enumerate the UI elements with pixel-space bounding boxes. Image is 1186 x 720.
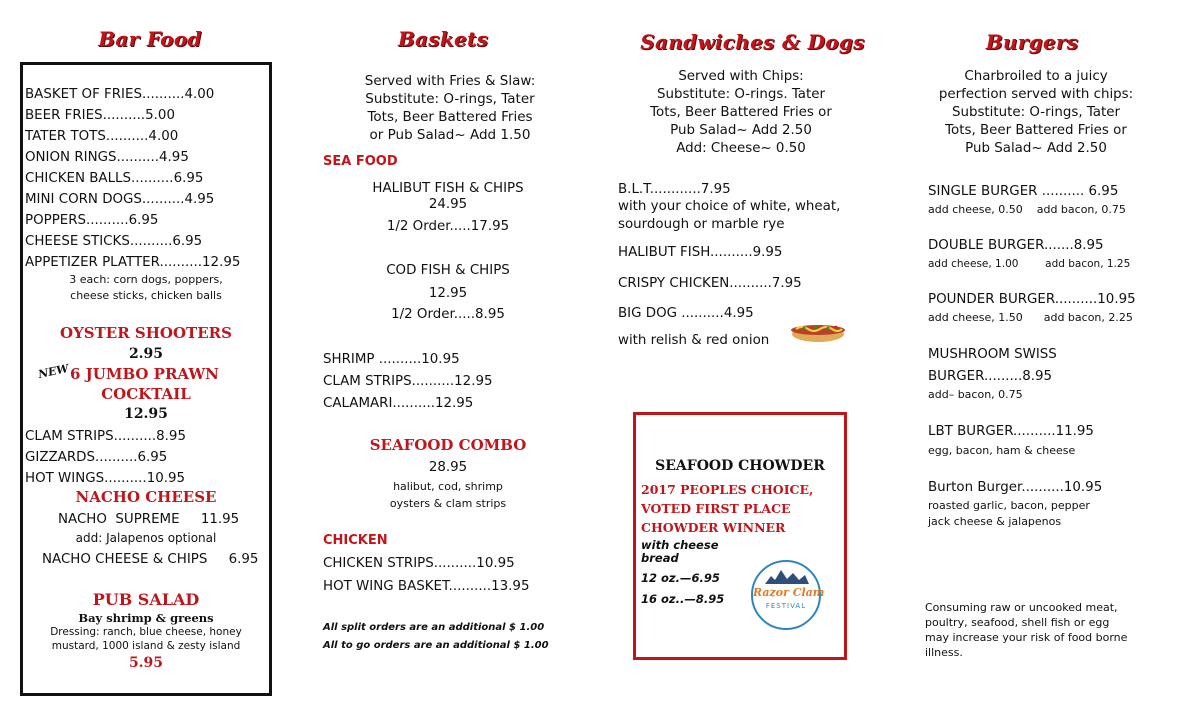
cod-half: 1/2 Order.....8.95 <box>391 307 505 322</box>
menu-item: CLAM STRIPS..........12.95 <box>323 374 493 389</box>
split-order-note: All split orders are an additional $ 1.00 <box>323 622 545 633</box>
intro-line: Pub Salad~ Add 2.50 <box>965 141 1107 156</box>
seafood-combo-title: SEAFOOD COMBO <box>369 436 527 454</box>
halibut-sandwich: HALIBUT FISH..........9.95 <box>618 245 783 260</box>
big-dog-desc: with relish & red onion <box>618 333 770 348</box>
new-badge: NEW <box>36 361 70 382</box>
menu-item: HOT WING BASKET..........13.95 <box>323 579 530 594</box>
oyster-price: 2.95 <box>128 346 164 362</box>
award-line: CHOWDER WINNER <box>641 520 786 535</box>
crispy-chicken: CRISPY CHICKEN..........7.95 <box>618 276 802 291</box>
mushroom-burger-2: BURGER.........8.95 <box>928 369 1053 384</box>
menu-item: ONION RINGS..........4.95 <box>25 150 189 165</box>
burton-burger: Burton Burger..........10.95 <box>928 480 1103 495</box>
chowder-award <box>641 480 813 537</box>
hotdog-icon <box>790 318 846 344</box>
chowder-title: SEAFOOD CHOWDER <box>655 458 825 474</box>
halibut-half: 1/2 Order.....17.95 <box>386 219 510 234</box>
nacho-supreme: NACHO SUPREME 11.95 <box>58 512 240 527</box>
blt-item: B.L.T............7.95 <box>618 182 731 197</box>
intro-line: Substitute: O-rings. Tater <box>656 87 826 102</box>
warning-line: illness. <box>925 646 963 659</box>
mushroom-burger-1: MUSHROOM SWISS <box>928 347 1057 362</box>
menu-item: MINI CORN DOGS..........4.95 <box>25 192 215 207</box>
warning-line: Consuming raw or uncooked meat, <box>925 601 1118 614</box>
bar-food-title: Bar Food <box>98 27 202 51</box>
combo-desc-1: halibut, cod, shrimp <box>393 480 503 493</box>
platter-note-1: 3 each: corn dogs, poppers, <box>69 273 223 286</box>
mushroom-burger-add: add– bacon, 0.75 <box>928 388 1023 401</box>
bar-food-list-2 <box>25 426 270 489</box>
intro-line: Served with Chips: <box>678 69 804 84</box>
with-line: bread <box>641 551 679 565</box>
chowder-with-bread <box>641 539 719 565</box>
double-burger: DOUBLE BURGER.......8.95 <box>928 238 1104 253</box>
prawn-title-2: COCKTAIL <box>101 385 191 403</box>
chowder-16oz: 16 oz..—8.95 <box>641 592 725 606</box>
menu-item: SHRIMP ..........10.95 <box>323 352 460 367</box>
burgers-intro <box>918 68 1154 158</box>
single-burger: SINGLE BURGER .......... 6.95 <box>928 184 1119 199</box>
burton-desc-2: jack cheese & jalapenos <box>928 515 1062 528</box>
combo-price: 28.95 <box>428 460 468 475</box>
halibut-item: HALIBUT FISH & CHIPS <box>372 181 524 196</box>
intro-line: Tots, Beer Battered Fries <box>367 109 533 125</box>
award-line: 2017 PEOPLES CHOICE, <box>641 482 814 497</box>
lbt-desc: egg, bacon, ham & cheese <box>928 444 1076 457</box>
chowder-12oz: 12 oz.—6.95 <box>641 571 720 585</box>
seafood-label: SEA FOOD <box>323 154 398 169</box>
menu-item: CHICKEN BALLS..........6.95 <box>25 171 204 186</box>
menu-item: TATER TOTS..........4.00 <box>25 129 179 144</box>
intro-line: perfection served with chips: <box>938 87 1134 102</box>
cod-price: 12.95 <box>428 286 468 301</box>
pub-salad-sub: Bay shrimp & greens <box>78 611 214 625</box>
pounder-burger: POUNDER BURGER..........10.95 <box>928 292 1136 307</box>
intro-line: Served with Fries & Slaw: <box>364 73 536 89</box>
menu-item: POPPERS..........6.95 <box>25 213 159 228</box>
double-burger-add: add cheese, 1.00 add bacon, 1.25 <box>928 258 1131 270</box>
razor-clam-festival-logo <box>751 560 825 630</box>
intro-line: or Pub Salad~ Add 1.50 <box>369 127 531 143</box>
warning-line: may increase your risk of food borne <box>925 631 1128 644</box>
nacho-title: NACHO CHEESE <box>75 488 217 506</box>
pub-salad-price: 5.95 <box>128 655 164 671</box>
baskets-title: Baskets <box>397 27 489 51</box>
single-burger-add: add cheese, 0.50 add bacon, 0.75 <box>928 203 1126 216</box>
pub-dressing-2: mustard, 1000 island & zesty island <box>51 640 241 652</box>
intro-line: Charbroiled to a juicy <box>964 69 1108 84</box>
intro-line: Substitute: O-rings, Tater <box>365 91 535 107</box>
burgers-title: Burgers <box>985 30 1079 54</box>
award-line: VOTED FIRST PLACE <box>641 501 791 516</box>
chicken-list <box>323 552 568 598</box>
prawn-title-1: 6 JUMBO PRAWN <box>70 365 219 383</box>
intro-line: Tots, Beer Battered Fries or <box>650 105 832 120</box>
sandwiches-intro <box>620 68 862 158</box>
combo-desc-2: oysters & clam strips <box>389 497 507 510</box>
lbt-burger: LBT BURGER..........11.95 <box>928 424 1094 439</box>
platter-note-2: cheese sticks, chicken balls <box>70 289 222 302</box>
menu-item: CHEESE STICKS..........6.95 <box>25 234 203 249</box>
burton-desc-1: roasted garlic, bacon, pepper <box>928 499 1090 512</box>
festival-skyline-icon <box>763 568 811 586</box>
raw-food-warning <box>925 600 1127 660</box>
pounder-burger-add: add cheese, 1.50 add bacon, 2.25 <box>928 311 1133 324</box>
to-go-note: All to go orders are an additional $ 1.00 <box>323 640 549 651</box>
chicken-label: CHICKEN <box>323 533 388 548</box>
halibut-price: 24.95 <box>428 197 468 212</box>
menu-item: CALAMARI..........12.95 <box>323 396 474 411</box>
menu-item: CHICKEN STRIPS..........10.95 <box>323 556 515 571</box>
baskets-list <box>323 349 568 415</box>
intro-line: Pub Salad~ Add 2.50 <box>670 123 812 138</box>
menu-item: BASKET OF FRIES..........4.00 <box>25 87 215 102</box>
menu-item: HOT WINGS..........10.95 <box>25 471 186 486</box>
festival-logo-text: Razor Clam <box>753 586 825 599</box>
oyster-shooters-title: OYSTER SHOOTERS <box>60 324 232 342</box>
nacho-add: add: Jalapenos optional <box>75 531 217 545</box>
intro-line: Tots, Beer Battered Fries or <box>945 123 1127 138</box>
prawn-price: 12.95 <box>124 406 168 422</box>
intro-line: Add: Cheese~ 0.50 <box>676 141 806 156</box>
nacho-chips: NACHO CHEESE & CHIPS 6.95 <box>42 552 259 567</box>
festival-logo-sub: FESTIVAL <box>765 602 807 610</box>
warning-line: poultry, seafood, shell fish or egg <box>925 616 1110 629</box>
with-line: with cheese <box>641 538 719 552</box>
pub-salad-title: PUB SALAD <box>92 590 200 609</box>
bar-food-list <box>25 84 270 273</box>
cod-item: COD FISH & CHIPS <box>386 263 510 278</box>
menu-item: CLAM STRIPS..........8.95 <box>25 429 186 444</box>
menu-item: GIZZARDS..........6.95 <box>25 450 168 465</box>
blt-desc-2: sourdough or marble rye <box>618 217 785 232</box>
menu-item: BEER FRIES..........5.00 <box>25 108 175 123</box>
big-dog: BIG DOG ..........4.95 <box>618 306 754 321</box>
sandwiches-title: Sandwiches & Dogs <box>640 30 865 54</box>
menu-item: APPETIZER PLATTER..........12.95 <box>25 255 241 270</box>
pub-dressing-1: Dressing: ranch, blue cheese, honey <box>50 626 242 638</box>
blt-desc-1: with your choice of white, wheat, <box>618 199 841 214</box>
intro-line: Substitute: O-rings, Tater <box>951 105 1121 120</box>
baskets-intro <box>330 72 570 144</box>
